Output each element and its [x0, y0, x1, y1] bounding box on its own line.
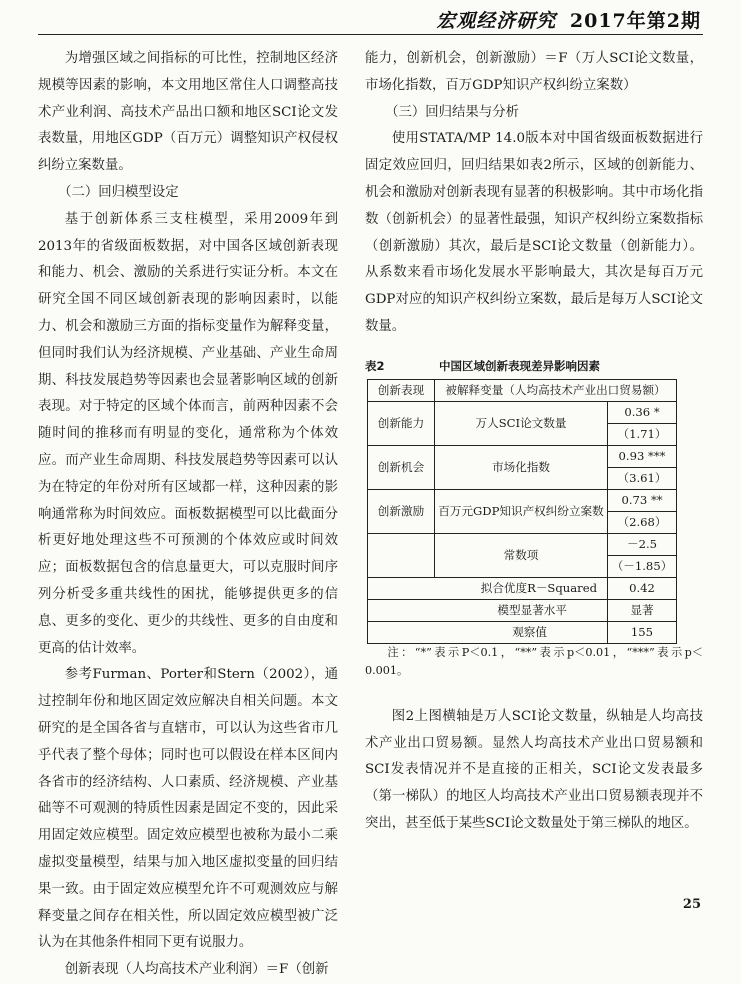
stat-value: 显著 — [608, 599, 677, 621]
table-caption — [365, 357, 703, 375]
t-cell: （1.71） — [608, 423, 677, 445]
stat-value: 155 — [608, 621, 677, 643]
row-variable: 百万元GDP知识产权纠纷立案数 — [435, 489, 608, 533]
t-cell: （2.68） — [608, 511, 677, 533]
t-cell: （－1.85） — [608, 555, 677, 577]
header-rule — [38, 34, 703, 35]
table-row — [368, 489, 677, 511]
table-title: 中国区域创新表现差异影响因素 — [439, 358, 601, 373]
row-label: 创新机会 — [368, 445, 435, 489]
coef-cell: 0.73 ** — [608, 489, 677, 511]
row-variable: 市场化指数 — [435, 445, 608, 489]
paragraph: 基于创新体系三支柱模型，采用2009年到2013年的省级面板数据，对中国各区域创新表现和能力、机会、激励的关系进行实证分析。本文在研究全国不同区域创新表现的影响因素时，以能力、机会和激励三方面的指标变量作为解释变量，但同时我们认为经济规模、产业基础、产业生命周期、科技发展趋势等因素也会显著影响区域的创新表现。对于特定的区域个体而言，前两种因素不会随时间的推移而有明显的变化，通常称为个体效应。而产业生命周期、科技发展趋势等因素可以认为在特定的年份对所有区域都一样，这种因素的影响通常称为时间效应。面板数据模型可以比截面分析更好地处理这些不可预测的个体效应或时间效应；面板数据包含的信息量更大，可以克服时间序列分析受多重共线性的困扰，能够提供更多的信息、更多的变化、更少的共线性、更多的自由度和更高的估计效率。 — [38, 211, 338, 656]
table-row — [368, 445, 677, 467]
page-number: 25 — [682, 897, 701, 912]
row-variable: 万人SCI论文数量 — [435, 401, 608, 445]
running-header — [436, 6, 701, 33]
stat-value: 0.42 — [608, 577, 677, 599]
table-row — [368, 533, 677, 555]
header-cell: 被解释变量（人均高技术产业出口贸易额） — [435, 379, 677, 401]
paragraph: 使用STATA/MP 14.0版本对中国省级面板数据进行固定效应回归，回归结果如表2所示，区域的创新能力、机会和激励对创新表现有显著的积极影响。其中市场化指数（创新机会）的显著性最强，知识产权纠纷立案数指标（创新激励）其次，最后是SCI论文数量（创新能力）。从系数来看市场化发展水平影响最大，其次是每百万元GDP对应的知识产权纠纷立案数，最后是每万人SCI论文数量。 — [365, 131, 703, 334]
coef-cell: －2.5 — [608, 533, 677, 555]
paragraph: 参考Furman、Porter和Stern（2002），通过控制年份和地区固定效应解决自相关问题。本文研究的是全国各省与直辖市，可以认为这些省市几乎代表了整个母体；同时也可以假设在样本区间内各省市的经济结构、人口素质、经济规模、产业基础等不可观测的特质性因素是固定不变的，因此采用固定效应模型。固定效应模型也被称为最小二乘虚拟变量模型，结果与加入地区虚拟变量的回归结果一致。由于固定效应模型允许不可观测效应与解释变量之间存在相关性，所以固定效应模型被广泛认为在其他条件相同下更有说服力。 — [38, 667, 338, 951]
row-label: 创新能力 — [368, 401, 435, 445]
section-heading: （三）回归结果与分析 — [385, 104, 519, 120]
journal-name: 宏观经济研究 — [436, 10, 557, 32]
paragraph: 图2上图横轴是万人SCI论文数量，纵轴是人均高技术产业出口贸易额。显然人均高技术产业出口贸易额和SCI发表情况并不是直接的正相关，SCI论文发表最多（第一梯队）的地区人均高技术产业出口贸易额表现并不突出，甚至低于某些SCI论文数量处于第三梯队的地区。 — [365, 708, 703, 831]
table-header-row — [368, 379, 677, 401]
stat-row — [368, 599, 677, 621]
t-cell: （3.61） — [608, 467, 677, 489]
table-note: 注：“*”表示P＜0.1，“**”表示p＜0.01，“***”表示p＜0.001。 — [365, 645, 703, 677]
table-row — [368, 401, 677, 423]
stat-row — [368, 621, 677, 643]
coef-cell: 0.93 *** — [608, 445, 677, 467]
table-number: 表2 — [365, 358, 385, 373]
right-column — [365, 46, 703, 838]
table-block — [365, 357, 703, 680]
row-label — [368, 533, 435, 577]
stat-name: 拟合优度R－Squared — [368, 577, 608, 599]
stat-name: 观察值 — [368, 621, 608, 643]
left-column — [38, 46, 338, 984]
issue-label: 2017年第2期 — [569, 10, 701, 32]
paragraph: 创新表现（人均高技术产业利润）＝F（创新 — [64, 962, 329, 978]
header-cell: 创新表现 — [368, 379, 435, 401]
section-heading: （二）回归模型设定 — [58, 184, 179, 200]
row-label: 创新激励 — [368, 489, 435, 533]
stat-name: 模型显著水平 — [368, 599, 608, 621]
stat-row — [368, 577, 677, 599]
paragraph: 为增强区域之间指标的可比性，控制地区经济规模等因素的影响，本文用地区常住人口调整高技术产业利润、高技术产品出口额和地区SCI论文发表数量，用地区GDP（百万元）调整知识产权侵权纠纷立案数量。 — [38, 51, 338, 174]
coef-cell: 0.36 * — [608, 401, 677, 423]
row-variable: 常数项 — [435, 533, 608, 577]
regression-table — [367, 379, 677, 644]
paragraph: 能力，创新机会，创新激励）＝F（万人SCI论文数量，市场化指数，百万GDP知识产权纠纷立案数） — [365, 51, 703, 93]
